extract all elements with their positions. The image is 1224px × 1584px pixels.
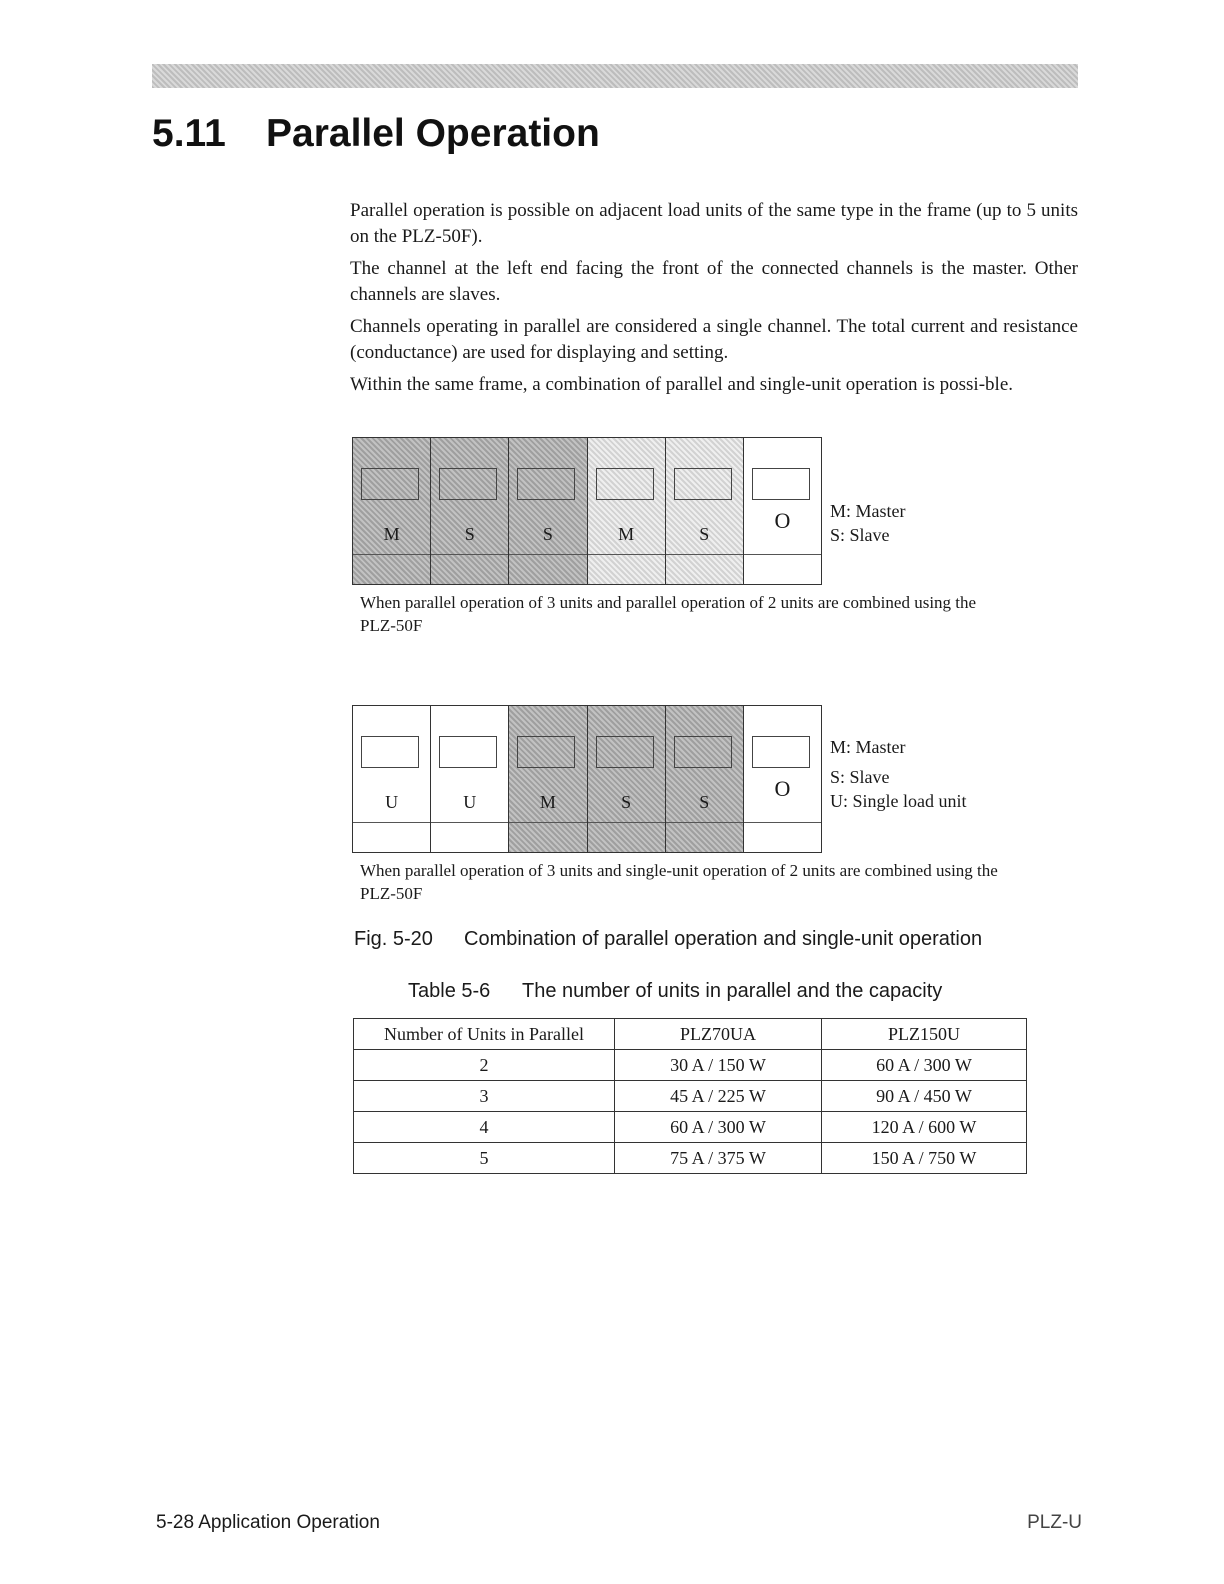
section-heading [152, 112, 600, 156]
legend-item: M: Master [830, 501, 906, 521]
figure-caption [354, 928, 982, 951]
table-cell: 2 [354, 1050, 615, 1081]
table-cell: 60 A / 300 W [615, 1112, 822, 1143]
unit-label: U [385, 792, 399, 812]
load-unit [744, 438, 821, 584]
legend-item: U: Single load unit [830, 791, 967, 811]
table-cell: 45 A / 225 W [615, 1081, 822, 1112]
load-unit [509, 706, 587, 852]
unit-label: U [463, 792, 477, 812]
unit-label: S [542, 524, 553, 544]
display-window [361, 468, 419, 500]
paragraph: Within the same frame, a combination of parallel and single-unit operation is possi-ble. [350, 374, 1013, 395]
section-number: 5.11 [152, 112, 226, 155]
table-cell: 3 [354, 1081, 615, 1112]
footer-product-name: PLZ-U [1027, 1512, 1082, 1533]
paragraph: The channel at the left end facing the front of the connected channels is the master. Other channels are slaves. [350, 258, 1078, 305]
display-window [752, 736, 810, 768]
table-row [354, 1081, 1027, 1112]
unit-label: S [699, 524, 710, 544]
display-window [596, 468, 654, 500]
diagram-caption: When parallel operation of 3 units and parallel operation of 2 units are combined using the PLZ-50F [360, 593, 977, 635]
header-bar [152, 64, 1078, 88]
paragraph: Channels operating in parallel are considered a single channel. The total current and resistance (conductance) are used for displaying and setting. [350, 316, 1078, 363]
legend [830, 499, 906, 553]
load-unit [431, 438, 509, 584]
diagram-caption: When parallel operation of 3 units and single-unit operation of 2 units are combined using the PLZ-50F [360, 861, 998, 903]
load-unit [666, 706, 744, 852]
paragraph: Parallel operation is possible on adjacent load units of the same type in the frame (up to 5 units on the PLZ-50F). [350, 200, 1078, 247]
frame-diagram-1 [352, 437, 1012, 637]
table-cell: 150 A / 750 W [822, 1143, 1027, 1174]
table-cell: 5 [354, 1143, 615, 1174]
capacity-table [353, 1018, 1027, 1174]
figure-caption-text: Combination of parallel operation and single-unit operation [464, 928, 983, 950]
table-row [354, 1050, 1027, 1081]
legend-item: M: Master [830, 737, 906, 757]
figure-number: Fig. 5-20 [354, 928, 433, 950]
display-window [439, 468, 497, 500]
table-cell: 90 A / 450 W [822, 1081, 1027, 1112]
load-unit [588, 438, 666, 584]
table-title-text: The number of units in parallel and the capacity [522, 980, 943, 1002]
circle-icon: O [774, 776, 791, 801]
legend-item: S: Slave [830, 767, 890, 787]
table-title [408, 980, 942, 1003]
display-window [517, 468, 575, 500]
table-cell: 75 A / 375 W [615, 1143, 822, 1174]
table-cell: 60 A / 300 W [822, 1050, 1027, 1081]
load-unit [666, 438, 744, 584]
unit-label: S [464, 524, 475, 544]
display-window [517, 736, 575, 768]
table-row [354, 1143, 1027, 1174]
display-window [596, 736, 654, 768]
footer-page-label: 5-28 Application Operation [156, 1512, 380, 1533]
table-cell: 120 A / 600 W [822, 1112, 1027, 1143]
column-header: PLZ150U [822, 1019, 1027, 1050]
load-unit [431, 706, 509, 852]
display-window [752, 468, 810, 500]
load-unit [353, 438, 431, 584]
unit-label: S [699, 792, 710, 812]
table-number: Table 5-6 [408, 980, 491, 1002]
load-unit [509, 438, 587, 584]
section-title: Parallel Operation [266, 112, 600, 155]
display-window [361, 736, 419, 768]
column-header: PLZ70UA [615, 1019, 822, 1050]
unit-label: M [618, 524, 635, 544]
unit-label: M [383, 524, 400, 544]
column-header: Number of Units in Parallel [354, 1019, 615, 1050]
circle-icon: O [774, 508, 791, 533]
body-text [350, 198, 1078, 404]
load-unit [744, 706, 821, 852]
load-unit [353, 706, 431, 852]
table-cell: 30 A / 150 W [615, 1050, 822, 1081]
unit-label: S [621, 792, 632, 812]
table-row [354, 1112, 1027, 1143]
table-header-row [354, 1019, 1027, 1050]
frame-diagram-2 [352, 705, 1012, 905]
unit-label: M [539, 792, 556, 812]
legend [830, 735, 967, 819]
display-window [439, 736, 497, 768]
legend-item: S: Slave [830, 525, 890, 545]
load-frame [352, 437, 822, 585]
display-window [674, 468, 732, 500]
load-unit [588, 706, 666, 852]
table-cell: 4 [354, 1112, 615, 1143]
display-window [674, 736, 732, 768]
load-frame [352, 705, 822, 853]
